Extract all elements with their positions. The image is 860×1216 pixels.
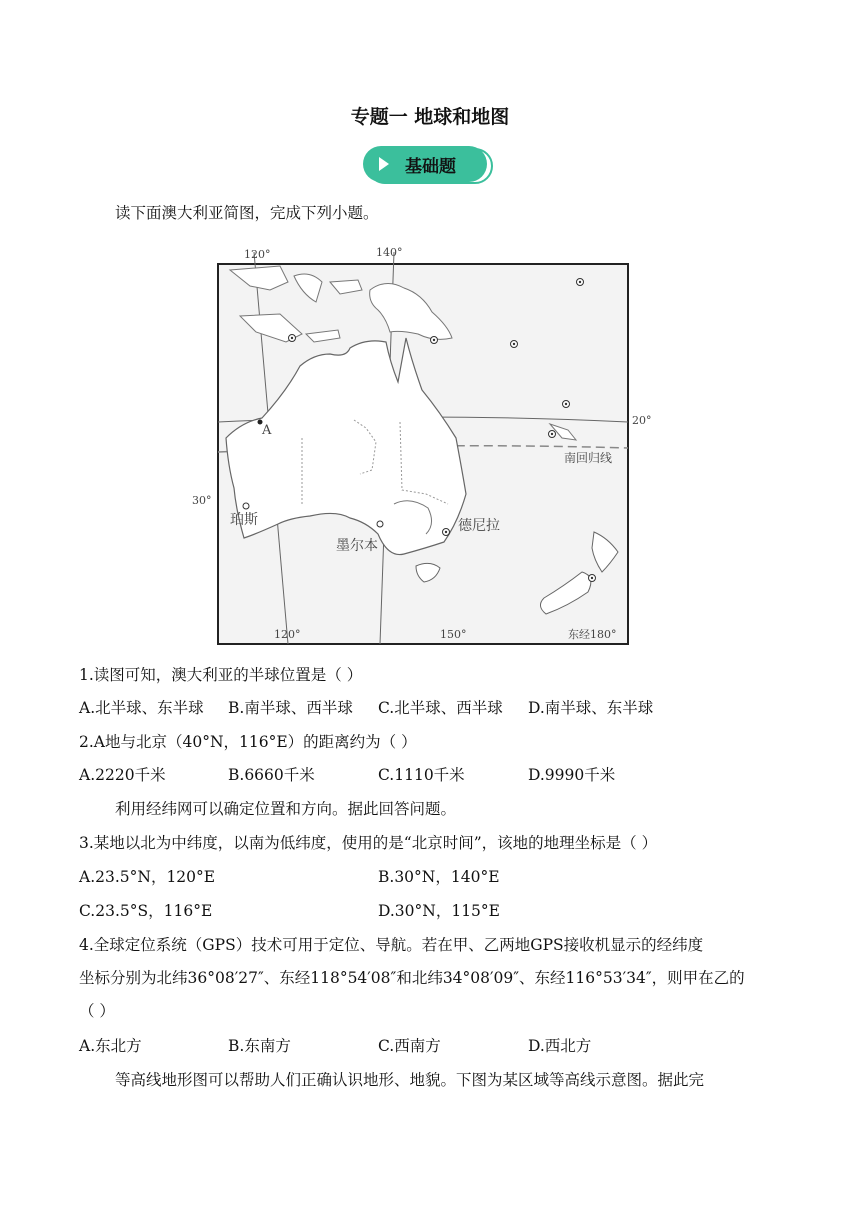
intro2-text: 利用经纬网可以确定位置和方向。据此回答问题。 bbox=[115, 800, 457, 818]
q2-option-c[interactable]: C.1110千米 bbox=[378, 766, 465, 784]
lat-30: 30° bbox=[192, 494, 212, 507]
australia-map bbox=[190, 242, 652, 652]
q2-option-d[interactable]: D.9990千米 bbox=[528, 766, 616, 784]
q4-option-a[interactable]: A.东北方 bbox=[79, 1037, 142, 1055]
city-melbourne-label: 墨尔本 bbox=[336, 538, 378, 554]
q4-option-b[interactable]: B.东南方 bbox=[228, 1037, 291, 1055]
q3-option-c[interactable]: C.23.5°S，116°E bbox=[79, 902, 213, 920]
q4-stem-line2: 坐标分别为北纬36°08′27″、东经118°54′08″和北纬34°08′09″、东经116°53′34″，则甲在乙的 bbox=[79, 969, 745, 987]
lon-bottom-180: 东经180° bbox=[568, 628, 617, 641]
q2-stem: 2.A地与北京（40°N，116°E）的距离约为（ ） bbox=[79, 733, 417, 751]
q3-option-d[interactable]: D.30°N，115°E bbox=[378, 902, 500, 920]
q3-stem: 3.某地以北为中纬度，以南为低纬度，使用的是“北京时间”，该地的地理坐标是（ ） bbox=[79, 834, 658, 852]
q4-stem-line3: （ ） bbox=[79, 1002, 115, 1020]
q1-option-d[interactable]: D.南半球、东半球 bbox=[528, 699, 654, 717]
intro-text: 读下面澳大利亚简图，完成下列小题。 bbox=[115, 204, 379, 222]
lon-bottom-120: 120° bbox=[274, 628, 301, 641]
play-icon bbox=[379, 157, 389, 171]
q1-stem: 1.读图可知，澳大利亚的半球位置是（ ） bbox=[79, 666, 363, 684]
q3-option-a[interactable]: A.23.5°N，120°E bbox=[79, 868, 216, 886]
city-perth-label: 珀斯 bbox=[230, 512, 258, 528]
lon-top-120: 120° bbox=[244, 248, 271, 261]
lon-top-140: 140° bbox=[376, 246, 403, 259]
page-title: 专题一 地球和地图 bbox=[350, 106, 510, 128]
lon-bottom-150: 150° bbox=[440, 628, 467, 641]
q1-option-a[interactable]: A.北半球、东半球 bbox=[79, 699, 204, 717]
lat-20: 20° bbox=[632, 414, 652, 427]
q4-stem-line1: 4.全球定位系统（GPS）技术可用于定位、导航。若在甲、乙两地GPS接收机显示的经纬度 bbox=[79, 936, 704, 954]
q2-option-a[interactable]: A.2220千米 bbox=[79, 766, 166, 784]
badge-label: 基础题 bbox=[405, 156, 456, 177]
q1-option-c[interactable]: C.北半球、西半球 bbox=[378, 699, 503, 717]
q4-option-d[interactable]: D.西北方 bbox=[528, 1037, 592, 1055]
city-third-label: 德尼拉 bbox=[458, 518, 500, 534]
q4-option-c[interactable]: C.西南方 bbox=[378, 1037, 441, 1055]
section-badge bbox=[363, 146, 497, 188]
q2-option-b[interactable]: B.6660千米 bbox=[228, 766, 315, 784]
q1-option-b[interactable]: B.南半球、西半球 bbox=[228, 699, 353, 717]
point-a-label: A bbox=[262, 423, 272, 438]
q3-option-b[interactable]: B.30°N，140°E bbox=[378, 868, 500, 886]
tropic-label: 南回归线 bbox=[564, 451, 613, 465]
intro3-text: 等高线地形图可以帮助人们正确认识地形、地貌。下图为某区域等高线示意图。据此完 bbox=[115, 1071, 705, 1089]
